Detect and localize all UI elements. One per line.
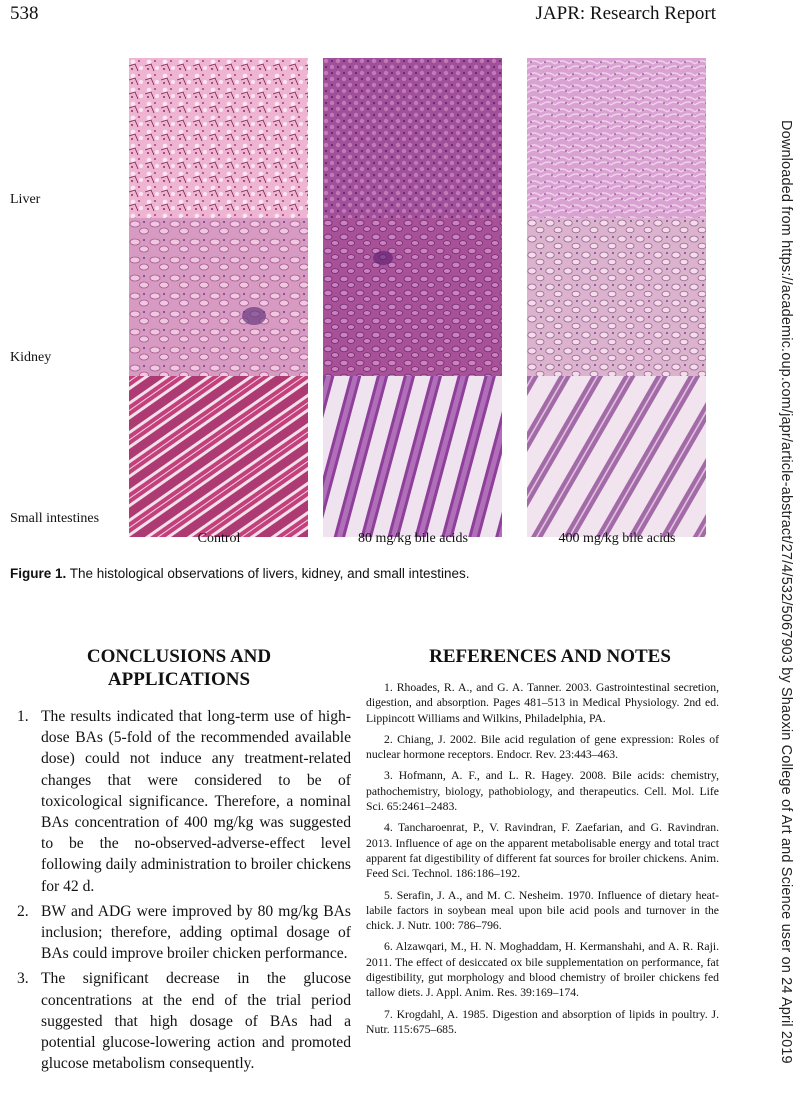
row-label-liver: Liver (10, 192, 41, 207)
column-label-control: Control (197, 531, 241, 546)
conclusion-item (15, 968, 351, 1074)
kidney-80mg-micrograph (323, 218, 502, 379)
conclusions-heading (40, 645, 318, 691)
liver-control-micrograph (129, 58, 308, 219)
kidney-control-micrograph (129, 218, 308, 379)
liver-400mg-micrograph (527, 58, 706, 219)
figure-caption-label: Figure 1. (10, 566, 67, 581)
conclusion-item (15, 706, 351, 897)
conclusion-number: 2. (17, 902, 29, 920)
reference-item: 2. Chiang, J. 2002. Bile acid regulation of gene expression: Roles of nuclear hormone receptors. Endocr. Rev. 23:443–463. (366, 732, 719, 762)
intestine-400mg-micrograph (527, 376, 706, 537)
kidney-400mg-micrograph (527, 218, 706, 379)
reference-item: 4. Tancharoenrat, P., V. Ravindran, F. Zaefarian, and G. Ravindran. 2013. Influence of age on the apparent metabolisable energy and total tract apparent fat digestibility of different fat sources for broiler chickens. Anim. Feed Sci. Technol. 186:186–192. (366, 821, 719, 881)
reference-item: 7. Krogdahl, A. 1985. Digestion and absorption of lipids in poultry. J. Nutr. 115:675–685. (366, 1007, 719, 1036)
conclusion-text: The results indicated that long-term use of high-dose BAs (5-fold of the recommended available dose) could not induce any treatment-related changes that were considered to be of toxicological significance. Therefore, a nominal BAs concentration of 400 mg/kg was suggested to be the no-observed-adverse-effect level following daily administration to broiler chickens for 42 d. (41, 708, 351, 895)
figure-caption (10, 566, 469, 581)
reference-item: 6. Alzawqari, M., H. N. Moghaddam, H. Kermanshahi, and A. R. Raji. 2011. The effect of desiccated ox bile supplementation on performance, fat digestibility, gut morphology and blood chemistry of broiler chickens fed tallow diets. J. Appl. Anim. Res. 39:169–174. (366, 940, 719, 1000)
conclusion-number: 3. (17, 970, 29, 988)
references-heading: REFERENCES AND NOTES (429, 646, 671, 667)
conclusions-heading-line2: APPLICATIONS (107, 669, 251, 690)
conclusions-list (15, 706, 351, 1078)
conclusions-heading-line1: CONCLUSIONS AND (86, 646, 272, 667)
download-watermark: Downloaded from https://academic.oup.com/japr/article-abstract/27/4/532/5067903 by Shaoxin College of Art and Science user on 24 April 2019 (778, 120, 794, 1064)
column-label-80mg: 80 mg/kg bile acids (357, 531, 469, 546)
conclusion-text: The significant decrease in the glucose concentrations at the end of the trial period suggested that high dosage of BAs had a potential glucose-lowering action and promoted glucose metabolism consequently. (41, 970, 351, 1073)
conclusion-number: 1. (17, 708, 29, 725)
intestine-80mg-micrograph (323, 376, 502, 537)
conclusion-text: BW and ADG were improved by 80 mg/kg BAs inclusion; therefore, adding optimal dosage of BAs could improve broiler chicken performance. (41, 902, 351, 963)
reference-item: 1. Rhoades, R. A., and G. A. Tanner. 2003. Gastrointestinal secretion, digestion, and absorption. Pages 481–513 in Medical Physiology. 2nd ed. Lippincott Williams and Wilkins, Philadelphia, PA. (366, 681, 719, 725)
row-label-kidney: Kidney (10, 350, 52, 365)
reference-item: 3. Hofmann, A. F., and L. R. Hagey. 2008. Bile acids: chemistry, pathochemistry, biology, pathobiology, and therapeutics. Cell. Mol. Life Sci. 65:2461–2483. (366, 769, 719, 814)
row-label-small-intestines: Small intestines (10, 511, 100, 526)
conclusion-item (15, 901, 351, 965)
figure-caption-text: The histological observations of livers, kidney, and small intestines. (66, 566, 470, 581)
page-number: 538 (10, 3, 39, 24)
column-label-400mg: 400 mg/kg bile acids (558, 531, 676, 546)
references-list (366, 680, 719, 1043)
intestine-control-micrograph (129, 376, 308, 537)
reference-item: 5. Serafin, J. A., and M. C. Nesheim. 1970. Influence of dietary heat-labile factors in soybean meal upon bile acid pools and turnover in the chick. J. Nutr. 100: 786–796. (366, 888, 719, 933)
journal-header: JAPR: Research Report (535, 3, 716, 24)
liver-80mg-micrograph (323, 58, 502, 219)
